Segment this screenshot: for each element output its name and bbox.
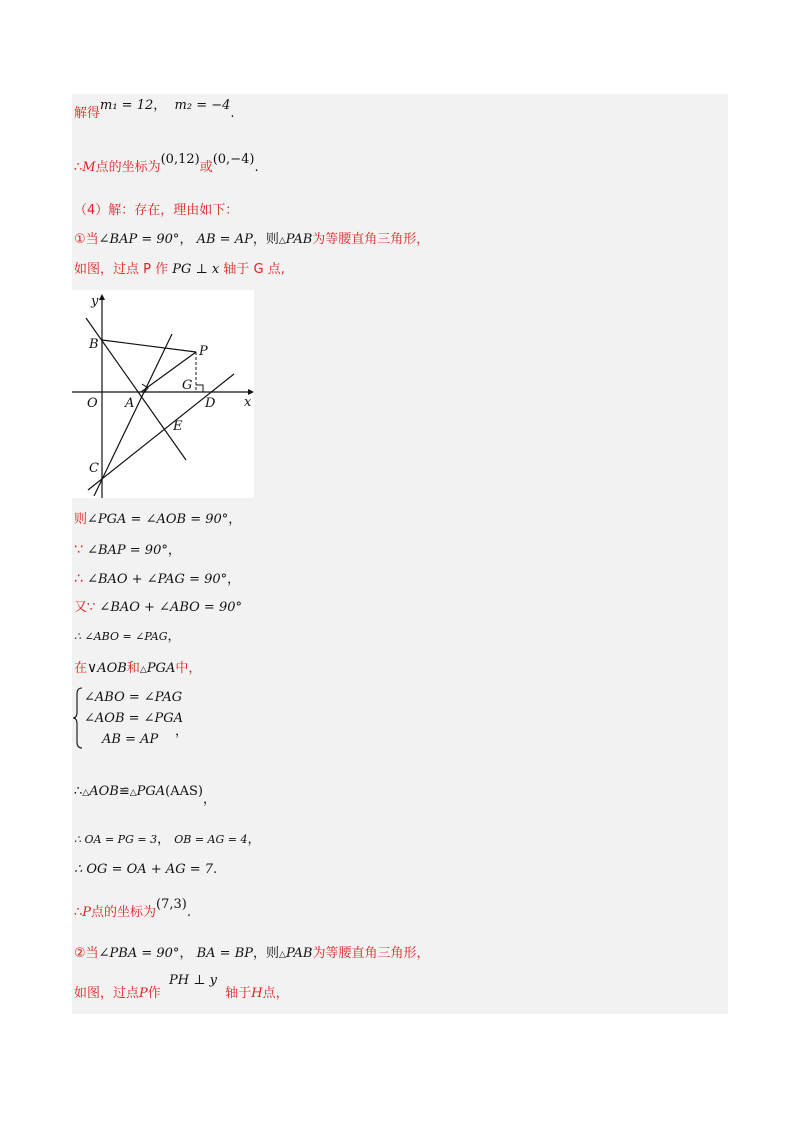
m1-expr: m₁ = 12: [100, 98, 154, 113]
separator: ，: [247, 832, 261, 847]
triangle-icon: △: [139, 665, 147, 675]
triangle-pga: PGA: [136, 784, 166, 799]
line-ca: [94, 334, 172, 496]
then-text: ，则: [253, 946, 280, 961]
ob-ag-expr: OB = AG = 4: [174, 833, 248, 846]
angle-equation: ∠BAP = 90°: [87, 543, 168, 558]
point-text: 点，: [262, 986, 289, 1001]
angle-expr: ∠PBA = 90°: [98, 946, 180, 961]
also-because-prefix: 又∵: [74, 600, 96, 615]
separator: ，: [179, 232, 193, 247]
label-o: O: [87, 396, 98, 411]
oa-pg-expr: ∴ OA = PG = 3: [74, 833, 158, 846]
system-row-2: ∠AOB = ∠PGA: [84, 711, 184, 726]
case-conclusion: 为等腰直角三角形，: [312, 232, 430, 247]
segment-bp: [102, 340, 196, 352]
label-x: x: [244, 395, 252, 410]
then-line: [74, 512, 241, 528]
angle-sum-equation: ∠BAO + ∠ABO = 90°: [99, 600, 243, 615]
separator: ，: [179, 946, 193, 961]
triangle-pga: PGA: [146, 661, 176, 676]
separator: ，: [227, 572, 241, 587]
then-prefix: 则: [74, 512, 88, 527]
congruence-reason: (AAS): [165, 784, 203, 799]
p-coordinate-line: [74, 897, 192, 921]
angle-equation: ∠PGA = ∠AOB = 90°: [87, 512, 229, 527]
triangle-icon: △: [279, 950, 286, 960]
triangle-icon: △: [82, 788, 90, 798]
coord-text: 点的坐标为: [91, 905, 157, 920]
also-because-line: [74, 600, 242, 616]
og-line: [74, 862, 217, 878]
construction-mid: 作: [147, 986, 161, 1001]
separator: ，: [228, 512, 242, 527]
system-end: ，: [175, 724, 189, 739]
then-text: ，则: [252, 232, 279, 247]
perp-expr: PH ⊥ y: [169, 973, 217, 988]
label-y: y: [91, 294, 99, 309]
in-prefix: 在: [74, 661, 88, 676]
var-m: M: [82, 160, 96, 175]
case1-line: [74, 232, 429, 249]
perp-expr: PG ⊥ x: [172, 262, 220, 277]
system-row-1: ∠ABO = ∠PAG: [84, 690, 183, 705]
equal-expr: AB = AP: [196, 232, 253, 247]
separator: ，: [157, 832, 171, 847]
equal-expr: BA = BP: [196, 946, 253, 961]
angle-equality: ∴ ∠ABO = ∠PAG: [74, 630, 168, 643]
coord-text: 点的坐标为: [95, 160, 161, 175]
case-number: ②当: [74, 946, 99, 961]
therefore-symbol: ∴: [74, 905, 83, 920]
var-p: P: [139, 986, 148, 1001]
m-coordinate-line: [74, 152, 259, 176]
angle-sum-equation: ∠BAO + ∠PAG = 90°: [87, 572, 228, 587]
therefore-line: [74, 571, 240, 588]
congruence-line: [74, 784, 217, 807]
var-h: H: [251, 986, 263, 1001]
right-triangle-icon: ∨: [87, 660, 98, 676]
label-p: P: [199, 344, 208, 359]
separator: ，: [153, 98, 167, 113]
coord-1: (0,12): [160, 152, 200, 167]
triangle-icon: △: [129, 788, 137, 798]
because-line: [74, 542, 181, 559]
lengths-line: [74, 832, 261, 848]
label-a: A: [125, 396, 135, 411]
line-ba: [86, 318, 186, 460]
triangle-name: PAB: [285, 232, 313, 247]
triangle-aob: AOB: [97, 661, 127, 676]
separator: ，: [167, 629, 181, 644]
separator: ，: [167, 543, 181, 558]
therefore-symbol: ∴: [74, 160, 83, 175]
in-triangles-line: [74, 660, 201, 678]
y-axis-arrow-icon: [99, 294, 105, 300]
solve-line: [74, 98, 235, 122]
axis-text: 轴于: [225, 986, 252, 1001]
period: .: [213, 862, 218, 877]
m2-expr: m₂ = −4: [174, 98, 231, 113]
triangle-name: PAB: [285, 946, 313, 961]
system-row-3: AB = AP: [102, 732, 159, 747]
and-text: 和: [126, 661, 140, 676]
part4-heading: （4）解：存在，理由如下：: [74, 203, 239, 218]
case2-line: [74, 946, 429, 963]
triangle-aob: AOB: [89, 784, 119, 799]
label-d: D: [205, 396, 216, 411]
construction-prefix: 如图，过点: [74, 986, 140, 1001]
construction-prefix: 如图，过点 P 作: [74, 262, 169, 277]
angle-equal-line: [74, 629, 181, 645]
because-symbol: ∵: [74, 542, 83, 558]
label-b: B: [89, 337, 99, 352]
left-brace-icon: [72, 686, 84, 750]
therefore-symbol: ∴: [74, 784, 83, 799]
p-coordinate: (7,3): [156, 897, 187, 912]
coordinate-diagram: [72, 290, 254, 498]
label-c: C: [89, 461, 99, 476]
congruent-symbol: ≌: [118, 784, 130, 799]
period: .: [230, 106, 235, 121]
period: .: [254, 160, 259, 175]
case-number: ①当: [74, 232, 99, 247]
therefore-symbol: ∴: [74, 571, 83, 587]
case-conclusion: 为等腰直角三角形，: [312, 946, 430, 961]
construction-line: [74, 262, 285, 278]
label-g: G: [182, 378, 193, 393]
solve-prefix: 解得: [74, 106, 101, 121]
og-expr: ∴ OG = OA + AG = 7: [74, 862, 214, 877]
period: .: [186, 905, 192, 920]
line-cd: [88, 374, 234, 490]
coord-2: (0,−4): [212, 152, 255, 167]
geometry-figure: [72, 290, 254, 498]
construction-line-2: [74, 973, 289, 1002]
separator: ，: [203, 792, 217, 807]
var-p: P: [82, 905, 92, 920]
triangle-icon: △: [278, 236, 286, 246]
in-suffix: 中，: [175, 661, 202, 676]
right-angle-g-icon: [196, 385, 203, 392]
or-text: 或: [199, 160, 213, 175]
angle-expr: ∠BAP = 90°: [98, 232, 180, 247]
label-e: E: [173, 419, 183, 434]
construction-end: 轴于 G 点,: [223, 262, 285, 277]
